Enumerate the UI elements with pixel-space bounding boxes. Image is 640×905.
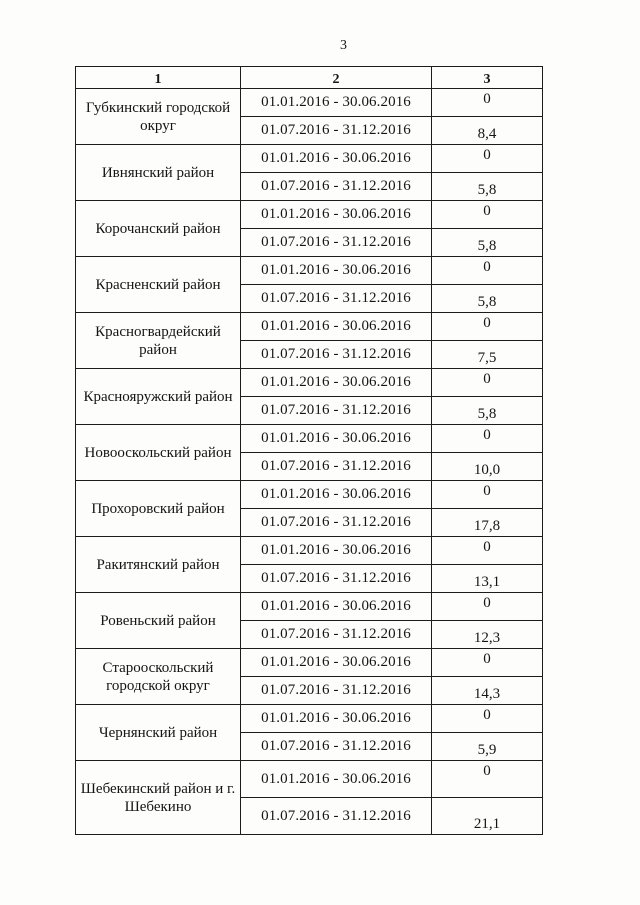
period-cell: 01.01.2016 - 30.06.2016 [241,313,432,341]
value-cell: 13,1 [432,565,543,593]
period-cell: 01.01.2016 - 30.06.2016 [241,537,432,565]
table-row [76,481,543,509]
period-cell: 01.01.2016 - 30.06.2016 [241,705,432,733]
region-cell: Новооскольский район [76,425,241,481]
value-cell: 0 [432,369,543,397]
table-row [76,145,543,173]
header-col-1: 1 [76,67,241,89]
period-cell: 01.07.2016 - 31.12.2016 [241,453,432,481]
period-cell: 01.01.2016 - 30.06.2016 [241,761,432,798]
period-cell: 01.01.2016 - 30.06.2016 [241,257,432,285]
region-cell: Старооскольский городской округ [76,649,241,705]
region-cell: Шебекинский район и г. Шебекино [76,761,241,835]
period-cell: 01.07.2016 - 31.12.2016 [241,117,432,145]
table-row [76,257,543,285]
period-cell: 01.07.2016 - 31.12.2016 [241,173,432,201]
region-cell: Ракитянский район [76,537,241,593]
value-cell: 0 [432,537,543,565]
value-cell: 7,5 [432,341,543,369]
value-cell: 5,8 [432,173,543,201]
value-cell: 0 [432,145,543,173]
table-row [76,425,543,453]
table-row [76,705,543,733]
table-row [76,313,543,341]
value-cell: 0 [432,425,543,453]
page-number: 3 [340,38,347,53]
period-cell: 01.07.2016 - 31.12.2016 [241,677,432,705]
period-cell: 01.07.2016 - 31.12.2016 [241,397,432,425]
value-cell: 10,0 [432,453,543,481]
value-cell: 21,1 [432,798,543,835]
table-row [76,201,543,229]
value-cell: 5,8 [432,397,543,425]
period-cell: 01.01.2016 - 30.06.2016 [241,89,432,117]
tariff-table [75,66,543,835]
value-cell: 0 [432,481,543,509]
value-cell: 12,3 [432,621,543,649]
table-row [76,593,543,621]
region-cell: Краснояружский район [76,369,241,425]
period-cell: 01.07.2016 - 31.12.2016 [241,798,432,835]
period-cell: 01.07.2016 - 31.12.2016 [241,565,432,593]
period-cell: 01.01.2016 - 30.06.2016 [241,593,432,621]
period-cell: 01.07.2016 - 31.12.2016 [241,733,432,761]
region-cell: Ровеньский район [76,593,241,649]
region-cell: Ивнянский район [76,145,241,201]
value-cell: 17,8 [432,509,543,537]
table-row [76,761,543,798]
period-cell: 01.07.2016 - 31.12.2016 [241,285,432,313]
value-cell: 0 [432,705,543,733]
header-col-2: 2 [241,67,432,89]
period-cell: 01.01.2016 - 30.06.2016 [241,201,432,229]
value-cell: 0 [432,593,543,621]
value-cell: 0 [432,201,543,229]
value-cell: 0 [432,649,543,677]
value-cell: 5,8 [432,285,543,313]
value-cell: 8,4 [432,117,543,145]
region-cell: Красненский район [76,257,241,313]
value-cell: 0 [432,313,543,341]
period-cell: 01.01.2016 - 30.06.2016 [241,425,432,453]
period-cell: 01.01.2016 - 30.06.2016 [241,369,432,397]
period-cell: 01.01.2016 - 30.06.2016 [241,145,432,173]
region-cell: Красногвардейский район [76,313,241,369]
period-cell: 01.01.2016 - 30.06.2016 [241,649,432,677]
table-row [76,537,543,565]
value-cell: 5,9 [432,733,543,761]
period-cell: 01.07.2016 - 31.12.2016 [241,621,432,649]
period-cell: 01.07.2016 - 31.12.2016 [241,229,432,257]
value-cell: 0 [432,257,543,285]
period-cell: 01.01.2016 - 30.06.2016 [241,481,432,509]
value-cell: 5,8 [432,229,543,257]
region-cell: Прохоровский район [76,481,241,537]
table-row [76,89,543,117]
table-row [76,649,543,677]
region-cell: Чернянский район [76,705,241,761]
table-body [76,89,543,835]
period-cell: 01.07.2016 - 31.12.2016 [241,341,432,369]
period-cell: 01.07.2016 - 31.12.2016 [241,509,432,537]
header-col-3: 3 [432,67,543,89]
region-cell: Губкинский городской округ [76,89,241,145]
value-cell: 14,3 [432,677,543,705]
value-cell: 0 [432,761,543,798]
header-row [76,67,543,89]
table-row [76,369,543,397]
value-cell: 0 [432,89,543,117]
region-cell: Корочанский район [76,201,241,257]
